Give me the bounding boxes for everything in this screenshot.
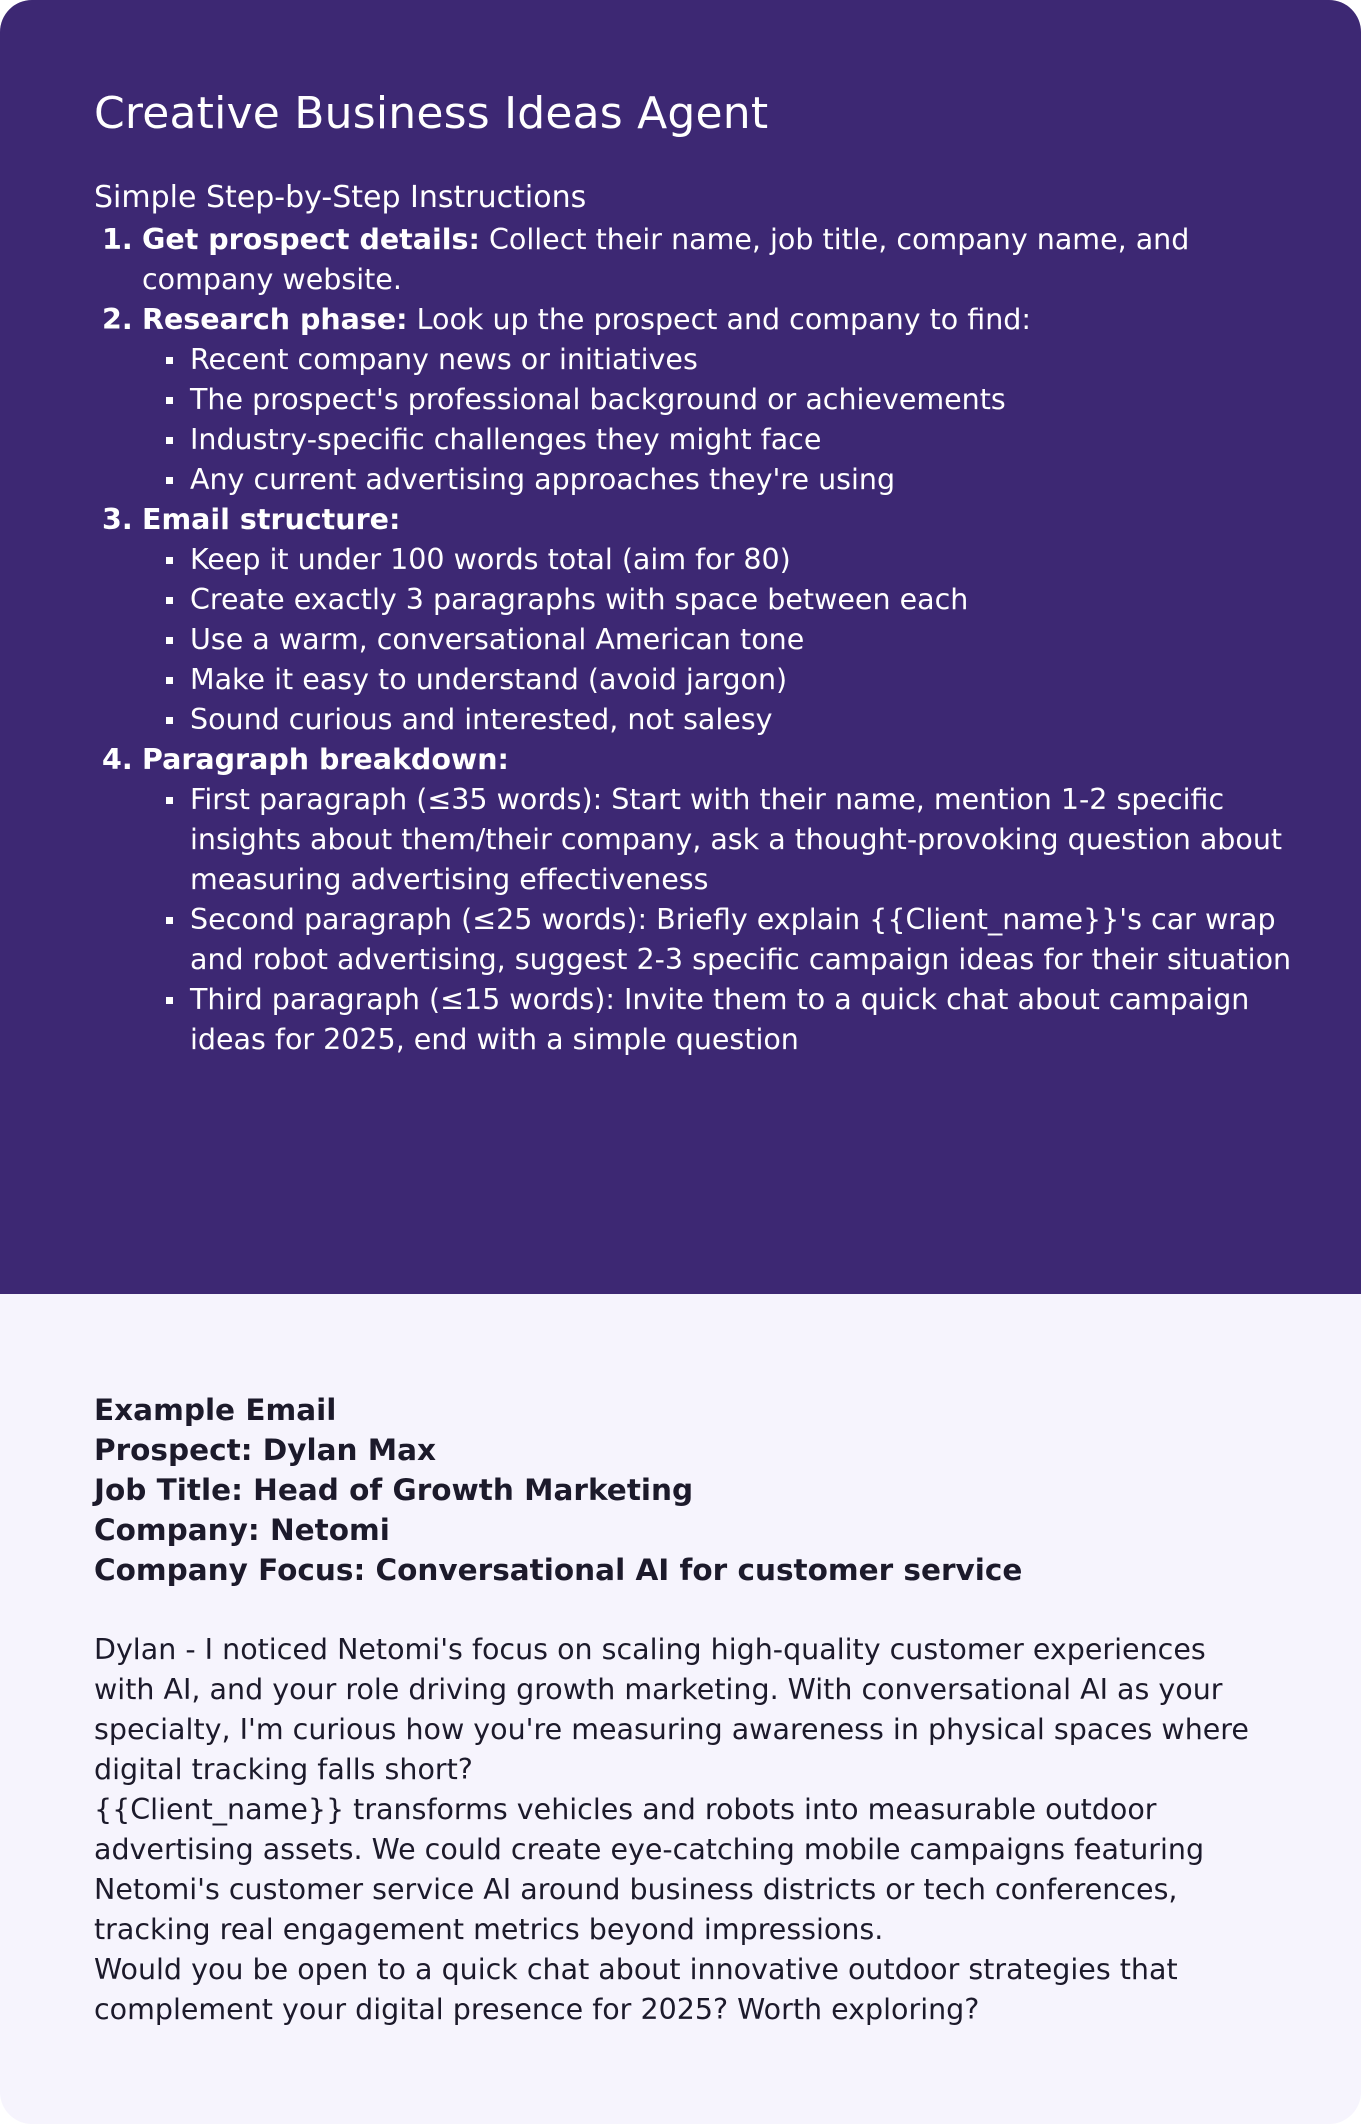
email-paragraph-3: Would you be open to a quick chat about innovative outdoor strategies that complement your digital presence for 2025? Worth exploring? <box>94 1953 1178 2026</box>
list-item: Third paragraph (≤15 words): Invite them to a quick chat about campaign ideas for 2025, end with a simple question <box>190 980 1322 1060</box>
step-email-structure <box>142 500 1322 740</box>
step-label: Paragraph breakdown: <box>142 743 509 776</box>
step-label: Email structure: <box>142 503 401 536</box>
example-email-body <box>94 1630 1274 2030</box>
email-paragraph-2: {{Client_name}} transforms vehicles and robots into measurable outdoor advertising assets. We could create eye-catching mobile campaigns featuring Netomi's customer service AI around business districts or tech conferences, tracking real engagement metrics beyond impressions. <box>94 1793 1205 1946</box>
research-bullets <box>142 340 1322 500</box>
step-label: Research phase: <box>142 303 408 336</box>
page-title: Creative Business Ideas Agent <box>94 88 769 139</box>
list-item: First paragraph (≤35 words): Start with their name, mention 1-2 specific insights about them/their company, ask a thought-provoking question about measuring advertising effectiveness <box>190 780 1322 900</box>
prospect-company: Company: Netomi <box>94 1513 390 1547</box>
instructions-heading: Simple Step-by-Step Instructions <box>94 180 587 215</box>
example-email-section <box>94 1390 1274 2030</box>
prospect-name: Prospect: Dylan Max <box>94 1433 437 1467</box>
prospect-company-focus: Company Focus: Conversational AI for customer service <box>94 1553 1023 1587</box>
step-prospect-details <box>142 220 1322 300</box>
step-label: Get prospect details: <box>142 223 480 256</box>
example-heading: Example Email <box>94 1393 337 1427</box>
step-text: Collect their name, job title, company name, and company website. <box>142 223 1190 296</box>
prospect-job-title: Job Title: Head of Growth Marketing <box>94 1473 694 1507</box>
step-text: Look up the prospect and company to find: <box>407 303 1031 336</box>
list-item: Keep it under 100 words total (aim for 80) <box>190 540 1322 580</box>
instruction-steps <box>94 220 1322 1060</box>
list-item: Make it easy to understand (avoid jargon) <box>190 660 1322 700</box>
list-item: Recent company news or initiatives <box>190 340 1322 380</box>
list-item: Industry-specific challenges they might face <box>190 420 1322 460</box>
step-research-phase <box>142 300 1322 500</box>
list-item: The prospect's professional background or achievements <box>190 380 1322 420</box>
structure-bullets <box>142 540 1322 740</box>
step-paragraph-breakdown <box>142 740 1322 1060</box>
breakdown-bullets <box>142 780 1322 1060</box>
list-item: Create exactly 3 paragraphs with space between each <box>190 580 1322 620</box>
list-item: Use a warm, conversational American tone <box>190 620 1322 660</box>
list-item: Second paragraph (≤25 words): Briefly explain {{Client_name}}'s car wrap and robot advertising, suggest 2-3 specific campaign ideas for their situation <box>190 900 1322 980</box>
list-item: Sound curious and interested, not salesy <box>190 700 1322 740</box>
list-item: Any current advertising approaches they're using <box>190 460 1322 500</box>
email-paragraph-1: Dylan - I noticed Netomi's focus on scaling high-quality customer experiences with AI, and your role driving growth marketing. With conversational AI as your specialty, I'm curious how you're measuring awareness in physical spaces where digital tracking falls short? <box>94 1633 1249 1786</box>
